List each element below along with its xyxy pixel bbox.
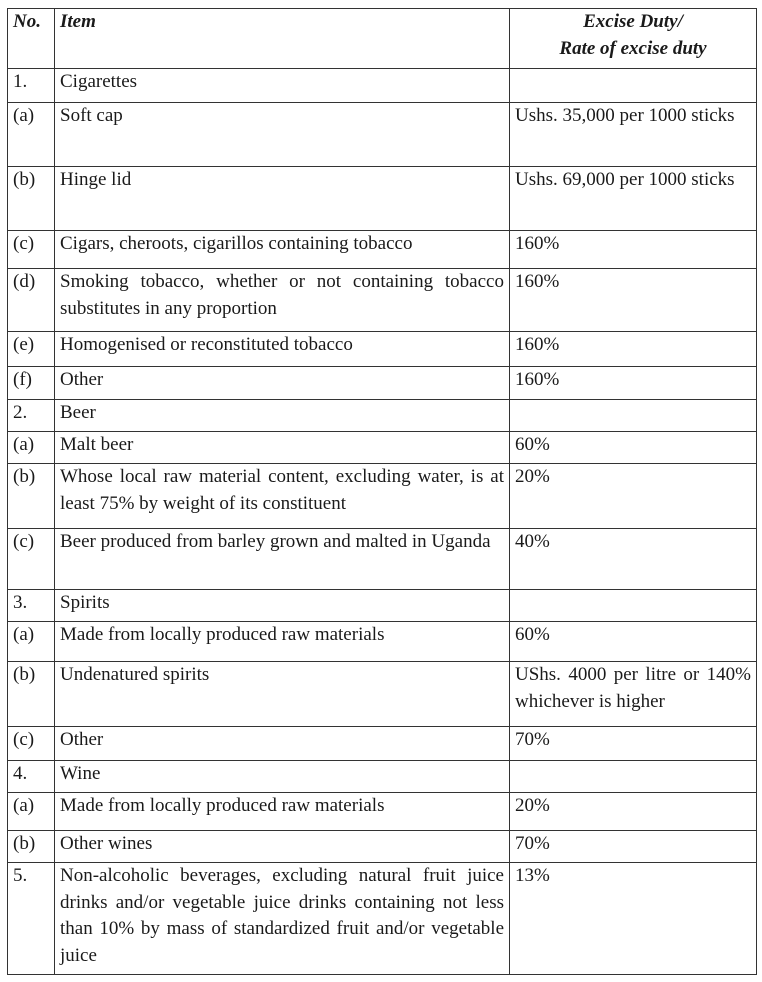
table-row [8,761,757,793]
row-item: Beer [55,400,510,432]
row-item: Made from locally produced raw materials [55,622,510,662]
table-row [8,863,757,975]
excise-duty-table [7,8,757,975]
header-row [8,9,757,69]
row-item: Other [55,367,510,400]
row-number: (d) [8,269,55,332]
row-rate: 160% [510,367,757,400]
row-item: Soft cap [55,103,510,167]
row-item: Wine [55,761,510,793]
row-rate: Ushs. 69,000 per 1000 sticks [510,167,757,231]
row-number: 1. [8,69,55,103]
row-rate: 20% [510,464,757,529]
row-number: (b) [8,167,55,231]
row-item: Beer produced from barley grown and malted in Uganda [55,529,510,590]
row-rate [510,590,757,622]
table-row [8,529,757,590]
row-number: (b) [8,831,55,863]
header-rate-line1: Excise Duty/ [583,11,683,32]
row-number: (f) [8,367,55,400]
row-number: (e) [8,332,55,367]
row-number: (a) [8,432,55,464]
row-item: Spirits [55,590,510,622]
table-row [8,367,757,400]
row-number: (b) [8,662,55,727]
row-number: (c) [8,727,55,761]
table-row [8,622,757,662]
table-row [8,269,757,332]
row-rate: 160% [510,231,757,269]
row-item: Other [55,727,510,761]
row-number: (a) [8,103,55,167]
row-item: Homogenised or reconstituted tobacco [55,332,510,367]
table-row [8,727,757,761]
table-row [8,332,757,367]
row-rate: 60% [510,432,757,464]
table-row [8,400,757,432]
table-row [8,432,757,464]
row-item: Non-alcoholic beverages, excluding natural fruit juice drinks and/or vegetable juice drinks containing not less than 10% by mass of standardized fruit and/or vegetable juice [55,863,510,975]
row-rate: 160% [510,269,757,332]
row-item: Hinge lid [55,167,510,231]
row-item: Whose local raw material content, excluding water, is at least 75% by weight of its constituent [55,464,510,529]
table-row [8,590,757,622]
table-row [8,167,757,231]
header-item: Item [55,9,510,69]
row-item: Undenatured spirits [55,662,510,727]
row-number: (a) [8,793,55,831]
row-number: (c) [8,529,55,590]
table-row [8,662,757,727]
row-number: (a) [8,622,55,662]
table-row [8,103,757,167]
row-rate: 70% [510,727,757,761]
row-rate [510,761,757,793]
row-rate: 60% [510,622,757,662]
row-rate: Ushs. 35,000 per 1000 sticks [510,103,757,167]
row-number: (c) [8,231,55,269]
row-rate: 13% [510,863,757,975]
table-row [8,464,757,529]
row-rate: 70% [510,831,757,863]
table-row [8,231,757,269]
row-item: Made from locally produced raw materials [55,793,510,831]
row-number: (b) [8,464,55,529]
header-rate [510,9,757,69]
row-number: 4. [8,761,55,793]
table-row [8,69,757,103]
row-item: Cigars, cheroots, cigarillos containing tobacco [55,231,510,269]
row-rate: 40% [510,529,757,590]
row-rate [510,69,757,103]
row-rate: 20% [510,793,757,831]
header-no: No. [8,9,55,69]
header-rate-line2: Rate of excise duty [559,37,707,59]
row-item: Cigarettes [55,69,510,103]
row-item: Other wines [55,831,510,863]
row-number: 2. [8,400,55,432]
row-number: 3. [8,590,55,622]
row-item: Malt beer [55,432,510,464]
row-rate: 160% [510,332,757,367]
table-row [8,831,757,863]
table-row [8,793,757,831]
row-rate [510,400,757,432]
row-number: 5. [8,863,55,975]
row-item: Smoking tobacco, whether or not containing tobacco substitutes in any proportion [55,269,510,332]
row-rate: UShs. 4000 per litre or 140% whichever is higher [510,662,757,727]
